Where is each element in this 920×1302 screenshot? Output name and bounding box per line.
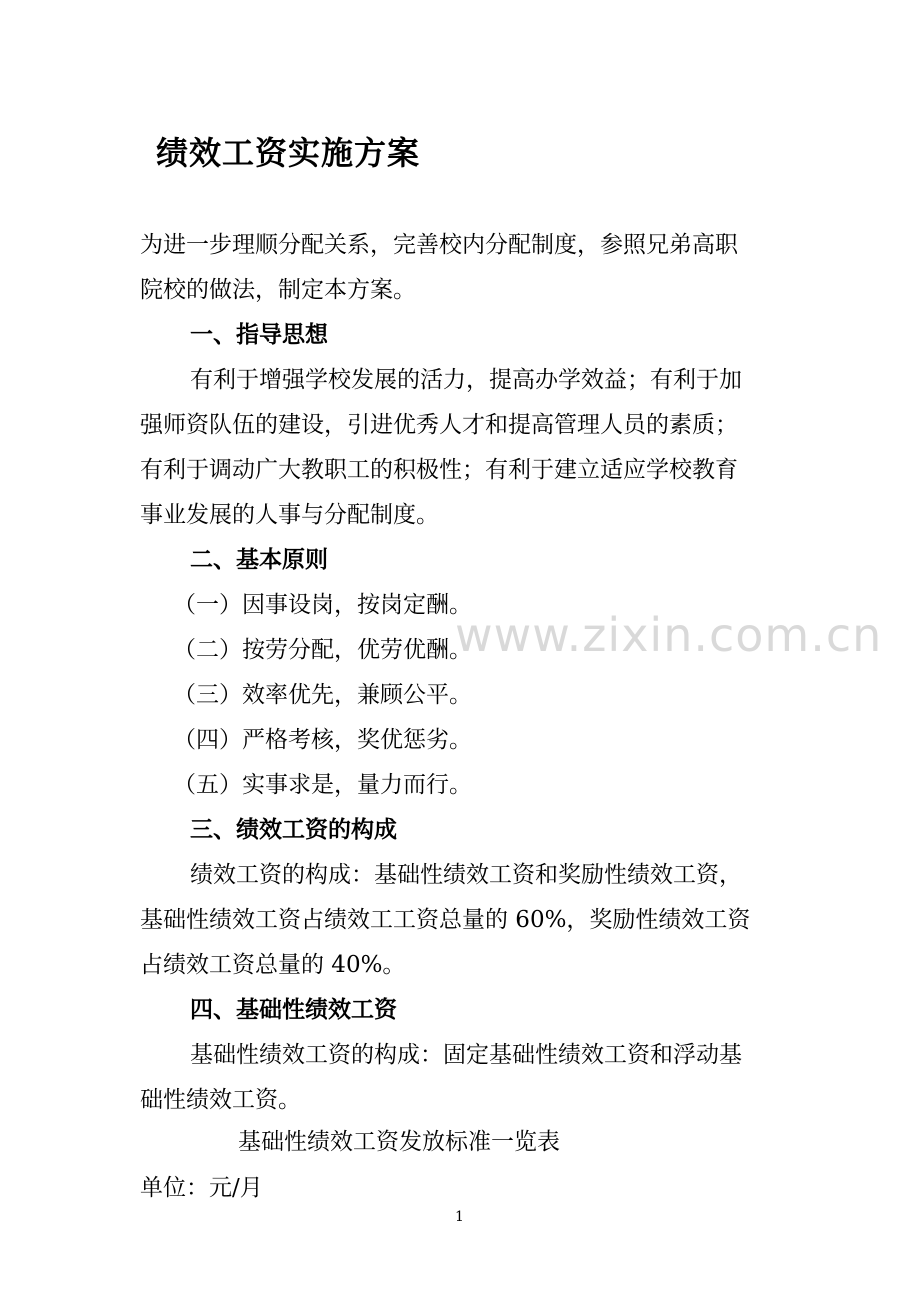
watermark: www.zixin.com.cn	[455, 608, 883, 662]
unit-label: 单位：元/月	[140, 1175, 263, 1201]
table-caption: 基础性绩效工资发放标准一览表	[238, 1129, 560, 1155]
section-3-heading: 三、绩效工资的构成	[190, 816, 397, 843]
section-4-line-2: 础性绩效工资。	[140, 1087, 301, 1113]
section-1-line-2: 强师资队伍的建设，引进优秀人才和提高管理人员的素质；	[140, 412, 738, 438]
section-3-line-2: 基础性绩效工资占绩效工工资总量的 60%，奖励性绩效工资	[140, 907, 751, 933]
section-1-heading: 一、指导思想	[190, 321, 328, 348]
principle-item: （四）严格考核，奖优惩劣。	[173, 727, 472, 753]
document-title: 绩效工资实施方案	[156, 134, 421, 172]
principle-item: （三）效率优先，兼顾公平。	[173, 682, 472, 708]
section-3-line-1: 绩效工资的构成：基础性绩效工资和奖励性绩效工资，	[190, 862, 742, 888]
section-4-heading: 四、基础性绩效工资	[190, 996, 397, 1023]
section-1-line-3: 有利于调动广大教职工的积极性；有利于建立适应学校教育	[140, 457, 738, 483]
section-1-line-4: 事业发展的人事与分配制度。	[140, 502, 439, 528]
principle-item: （一）因事设岗，按岗定酬。	[173, 592, 472, 618]
section-2-heading: 二、基本原则	[190, 546, 328, 573]
intro-line-2: 院校的做法，制定本方案。	[140, 277, 416, 303]
principle-item: （五）实事求是，量力而行。	[173, 772, 472, 798]
principle-item: （二）按劳分配，优劳优酬。	[173, 637, 472, 663]
page-number: 1	[455, 1209, 464, 1225]
section-4-line-1: 基础性绩效工资的构成：固定基础性绩效工资和浮动基	[190, 1042, 742, 1068]
section-1-line-1: 有利于增强学校发展的活力，提高办学效益；有利于加	[190, 367, 742, 393]
section-3-line-3: 占绩效工资总量的 40%。	[140, 952, 406, 978]
intro-line-1: 为进一步理顺分配关系，完善校内分配制度，参照兄弟高职	[140, 232, 738, 258]
